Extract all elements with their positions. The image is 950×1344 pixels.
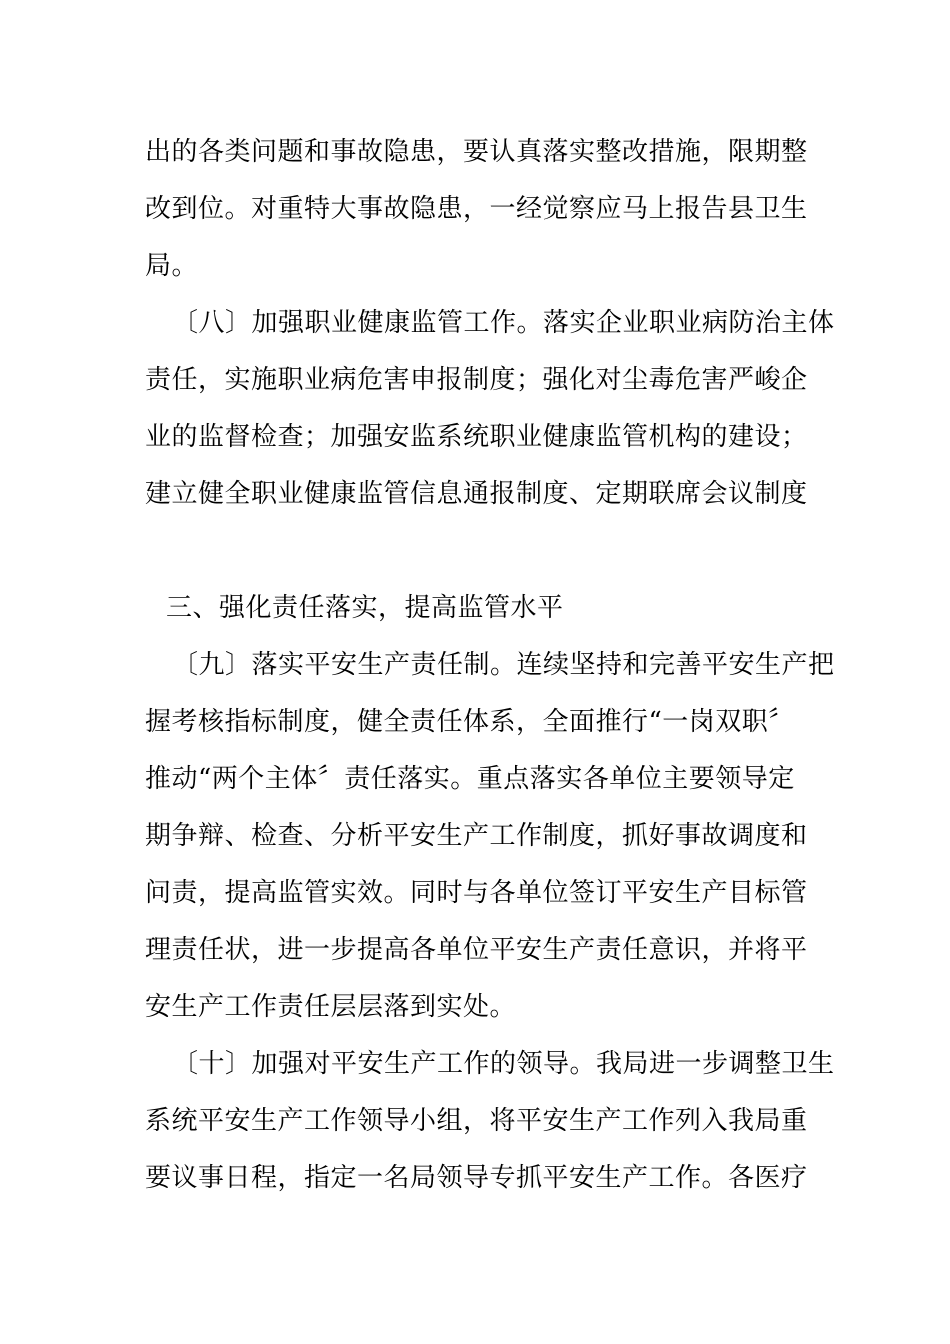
text-line: 安生产工作责任层层落到实处。 — [145, 992, 517, 1022]
paragraph-first-line: 〔八〕加强职业健康监管工作。落实企业职业病防治主体 — [172, 308, 835, 338]
section-heading: 三、强化责任落实，提高监管水平 — [166, 593, 564, 623]
text-line: 问责，提高监管实效。同时与各单位签订平安生产目标管 — [145, 878, 808, 908]
text-line: 责任，实施职业病危害申报制度；强化对尘毒危害严峻企 — [145, 365, 808, 395]
text-line: 业的监督检查；加强安监系统职业健康监管机构的建设； — [145, 422, 808, 452]
paragraph-first-line: 〔十〕加强对平安生产工作的领导。我局进一步调整卫生 — [172, 1049, 835, 1079]
text-line: 出的各类问题和事故隐患，要认真落实整改措施，限期整 — [145, 137, 808, 167]
text-line: 建立健全职业健康监管信息通报制度、定期联席会议制度 — [145, 479, 808, 509]
text-line: 理责任状，进一步提高各单位平安生产责任意识，并将平 — [145, 935, 808, 965]
paragraph-first-line: 〔九〕落实平安生产责任制。连续坚持和完善平安生产把 — [172, 650, 835, 680]
text-line: 握考核指标制度，健全责任体系，全面推行“一岗双职〞 — [145, 707, 795, 737]
text-line: 期争辩、检查、分析平安生产工作制度，抓好事故调度和 — [145, 821, 808, 851]
text-line: 系统平安生产工作领导小组，将平安生产工作列入我局重 — [145, 1106, 808, 1136]
text-line: 改到位。对重特大事故隐患，一经觉察应马上报告县卫生 — [145, 194, 808, 224]
text-line: 推动“两个主体〞责任落实。重点落实各单位主要领导定 — [145, 764, 795, 794]
text-line: 要议事日程，指定一名局领导专抓平安生产工作。各医疗 — [145, 1163, 808, 1193]
text-line: 局。 — [145, 251, 199, 281]
